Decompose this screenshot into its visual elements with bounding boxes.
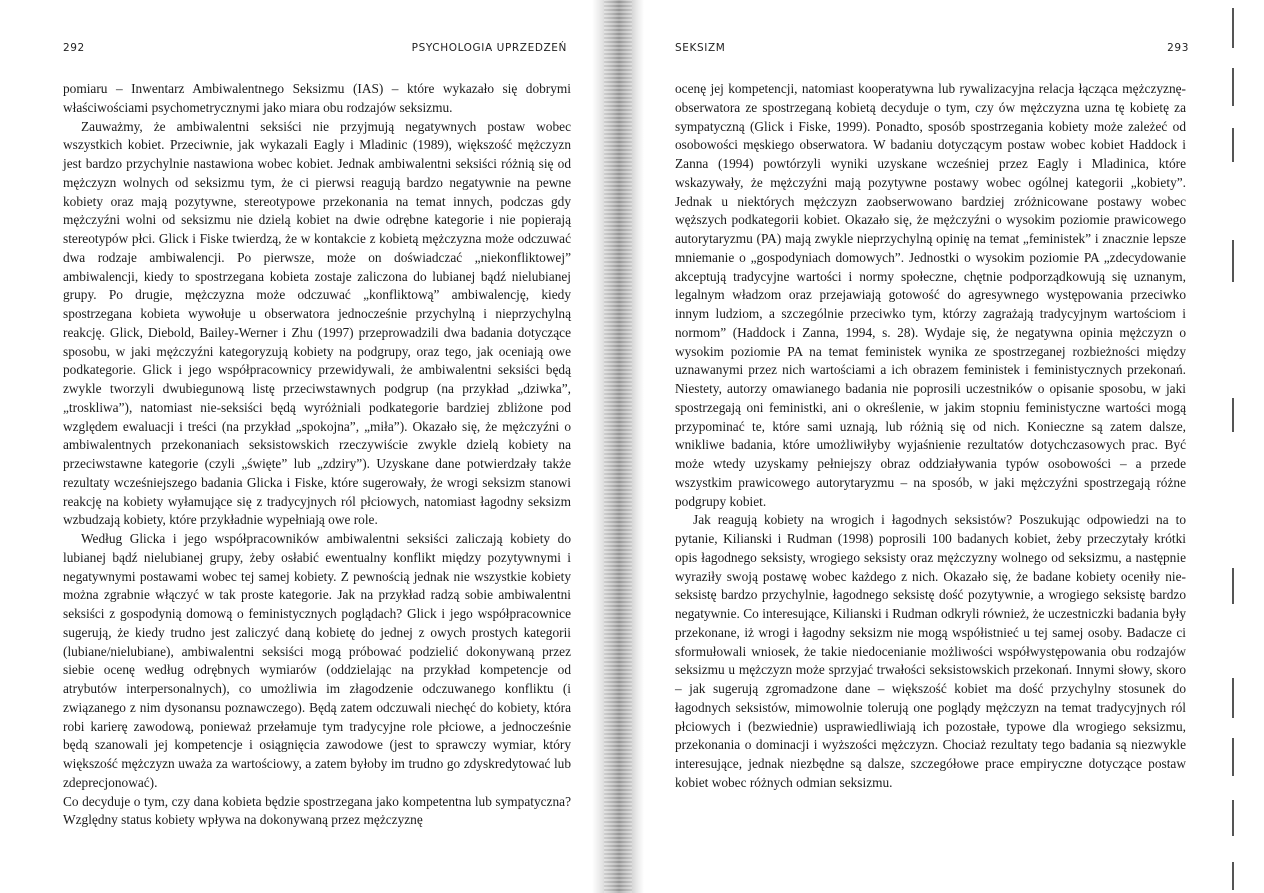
right-running-head: SEKSIZM: [675, 42, 726, 54]
edge-mark: [1232, 738, 1234, 776]
left-page-number: 292: [63, 42, 85, 54]
right-page-number: 293: [1167, 42, 1189, 54]
right-body-text: [675, 80, 1186, 793]
left-paragraph: Według Glicka i jego współpracowników ambiwalentni seksiści zaliczają kobiety do lubianej bądź nielubianej grupy, żeby osłabić ewentualny konflikt między pozytywnymi i negatywnymi postawami wobec tej samej kobiety. Z pewnością jednak nie wszystkie kobiety można zgrabnie włączyć w tak proste kategorie. Jak na przykład radzą sobie ambiwalentni seksiści z gospodynią domową o feministycznych poglądach? Glick i jego współpracownice sugerują, że kiedy trudno jest zaliczyć daną kobietę do jednej z owych prostych kategorii (lubiane/nielubiane), ambiwalentni seksiści mogą próbować podzielić dokonywaną przez siebie ocenę według odrębnych wymiarów (oddzielając na przykład kompetencje od atrybutów interpersonalnych), co umożliwia im złagodzenie odczuwanego konfliktu (i związanego z nim dysonansu poznawczego). Będą zatem odczuwali niechęć do kobiety, która robi karierę zawodową, ponieważ przełamuje tym tradycyjne role płciowe, a jednocześnie będą szanowali jej kompetencje i osiągnięcia zawodowe (jest to sprawczy wymiar, który większość mężczyzn uważa za wartościowy, a zatem byłoby im trudno go zdyskredytować lub zdeprecjonować).: [63, 531, 571, 790]
right-page: [642, 0, 1202, 893]
edge-mark: [1232, 568, 1234, 604]
edge-mark: [1232, 240, 1234, 282]
right-paragraph: ocenę jej kompetencji, natomiast kooperatywna lub rywalizacyjna relacja łącząca mężczyznę-obserwatora ze spostrzeganą kobietą decyduje o tym, czy ów mężczyzna uzna tę kobietę za sympatyczną (Glick i Fiske, 1999). Ponadto, sposób spostrzegania kobiety może zależeć od osobowości męskiego obserwatora. W badaniu dotyczącym postaw wobec kobiet Haddock i Zanna (1994) powtórzyli wyniki uzyskane wcześniej przez Eagly i Mladinica, które wskazywały, że mężczyźni mają pozytywne postawy wobec ogólnej kategorii „kobiety”. Jednak u niektórych mężczyzn zaobserwowano bardziej zróżnicowane postawy wobec węższych podkategorii kobiet. Okazało się, że mężczyźni o wysokim poziomie prawicowego autorytaryzmu (PA) mają zwykle nieprzychylną opinię na temat „feministek” i znacznie lepsze mniemanie o „gospodyniach domowych”. Jednostki o wysokim poziomie PA „zdecydowanie akceptują tradycyjne wartości i normy społeczne, chętnie podporządkowują się uznanym, legalnym władzom oraz przejawiają gotowość do agresywnego występowania przeciwko innym ludziom, a szczególnie przeciwko tym, którzy zagrażają tradycyjnym wartościom i normom” (Haddock i Zanna, 1994, s. 28). Wydaje się, że negatywna opinia mężczyzn o wysokim poziomie PA na temat feministek wynika ze spostrzeganej rozbieżności między uznawanymi przez nich wartościami a ich obrazem feministek i feministycznych przekonań. Niestety, autorzy omawianego badania nie poprosili uczestników o opisanie sposobu, w jaki spostrzegają oni feministki, ani o określenie, w jakim stopniu feministyczne wartości mogą przypominać te, które sami uznają, lub różnią się od nich. Konieczne są zatem dalsze, wnikliwe badania, które umożliwiłyby wyjaśnienie rezultatów dotychczasowych prac. Być może wtedy uzyskamy pełniejszy obraz oddziaływania typów osobowości – a przede wszystkim prawicowego autorytaryzmu – na sposób, w jaki mężczyźni spostrzegają różne podgrupy kobiet.: [675, 81, 1186, 509]
left-body-text: [63, 80, 571, 830]
edge-mark: [1232, 8, 1234, 48]
page-edge-marks: [1228, 0, 1238, 893]
left-paragraph: pomiaru – Inwentarz Ambiwalentnego Seksizmu (IAS) – które wykazało się dobrymi właściwościami psychometrycznymi jako miara obu rodzajów seksizmu.: [63, 81, 571, 115]
left-paragraph: Zauważmy, że ambiwalentni seksiści nie przyjmują negatywnych postaw wobec wszystkich kobiet. Przeciwnie, jak wykazali Eagly i Mladinic (1989), większość mężczyzn jest bardzo przychylnie nastawiona wobec kobiet. Jednak ambiwalentni seksiści różnią się od mężczyzn wolnych od seksizmu tym, że ci pierwsi reagują bardzo negatywnie na pewne kobiety oraz mają pozytywne, stereotypowe przekonania na temat innych, podczas gdy mężczyźni wolni od seksizmu nie dzielą kobiet na dwie odrębne kategorie i nie popierają stereotypów płci. Glick i Fiske twierdzą, że w kontakcie z kobietą mężczyzna może odczuwać dwa rodzaje ambiwalencji. Po pierwsze, może on doświadczać „niekonfliktowej” ambiwalencji, kiedy to spostrzegana kobieta zostaje zaliczona do lubianej bądź nielubianej grupy. Po drugie, mężczyzna może odczuwać „konfliktową” ambiwalencję, kiedy spostrzegana kobieta wywołuje u obserwatora jednocześnie przychylną i nieprzychylną reakcję. Glick, Diebold, Bailey-Werner i Zhu (1997) przeprowadzili dwa badania dotyczące sposobu, w jaki mężczyźni kategoryzują kobiety na podgrupy, oraz tego, jak oceniają owe podkategorie. Glick i jego współpracownicy przewidywali, że ambiwalentni seksiści będą zwykle tworzyli dwubiegunową listę przeciwstawnych podgrup (na przykład „dziwka”, „troskliwa”), natomiast nie-seksiści będą wyróżniali podkategorie bardziej zbliżone pod względem ewaluacji i treści (na przykład „spokojna”, „miła”). Okazało się, że mężczyźni o ambiwalentnych przekonaniach seksistowskich rzeczywiście zwykle dzielą kobiety na przeciwstawne kategorie (czyli „święte” lub „zdziry”). Uzyskane dane potwierdzały także rezultaty wcześniejszego badania Glicka i Fiske, które sugerowały, że wrogi seksizm stanowi reakcję na kobiety wyłamujące się z tradycyjnych ról płciowych, natomiast łagodny seksizm wzbudzają kobiety, które przykładnie wypełniają owe role.: [63, 118, 571, 528]
edge-mark: [1232, 800, 1234, 836]
edge-mark: [1232, 68, 1234, 106]
left-page: [0, 0, 598, 893]
edge-mark: [1232, 678, 1234, 718]
gutter-texture: [604, 0, 632, 893]
edge-mark: [1232, 128, 1234, 162]
right-paragraph: Jak reagują kobiety na wrogich i łagodnych seksistów? Poszukując odpowiedzi na to pytanie, Kilianski i Rudman (1998) poprosili 100 badanych kobiet, żeby przeczytały krótki opis łagodnego seksisty, wrogiego seksisty oraz mężczyzny wolnego od seksizmu, a następnie wyraziły swoją postawę wobec każdego z nich. Okazało się, że badane kobiety oceniły nie-seksistę bardzo przychylnie, łagodnego seksistę dość pozytywnie, a wrogiego seksistę bardzo negatywnie. Co interesujące, Kilianski i Rudman odkryli również, że uczestniczki badania były przekonane, iż wrogi i łagodny seksizm nie mogą współistnieć u tej samej osoby. Badacze ci sformułowali wniosek, że takie niedocenianie możliwości współwystępowania obu rodzajów seksizmu u mężczyzn może sprzyjać trwałości seksistowskich przekonań. Innymi słowy, skoro – jak sugerują zgromadzone dane – większość kobiet ma dość przychylny stosunek do łagodnych seksistów, mimowolnie tolerują one poglądy mężczyzn na temat tradycyjnych ról płciowych i (bezwiednie) usprawiedliwiają ich pozostałe, typowe dla wrogiego seksizmu, przekonania o dominacji i wyższości mężczyzn. Chociaż rezultaty tego badania są niezwykle interesujące, jednak niezbędne są dalsze, szczegółowe prace empiryczne dotyczące postaw kobiet wobec różnych odmian seksizmu.: [675, 512, 1186, 790]
left-running-head: PSYCHOLOGIA UPRZEDZEŃ: [411, 42, 567, 54]
edge-mark: [1232, 862, 1234, 890]
edge-mark: [1232, 398, 1234, 432]
left-paragraph: Co decyduje o tym, czy dana kobieta będzie spostrzegana jako kompetentna lub sympatyczna? Względny status kobiety wpływa na dokonywaną przez mężczyznę: [63, 793, 571, 828]
